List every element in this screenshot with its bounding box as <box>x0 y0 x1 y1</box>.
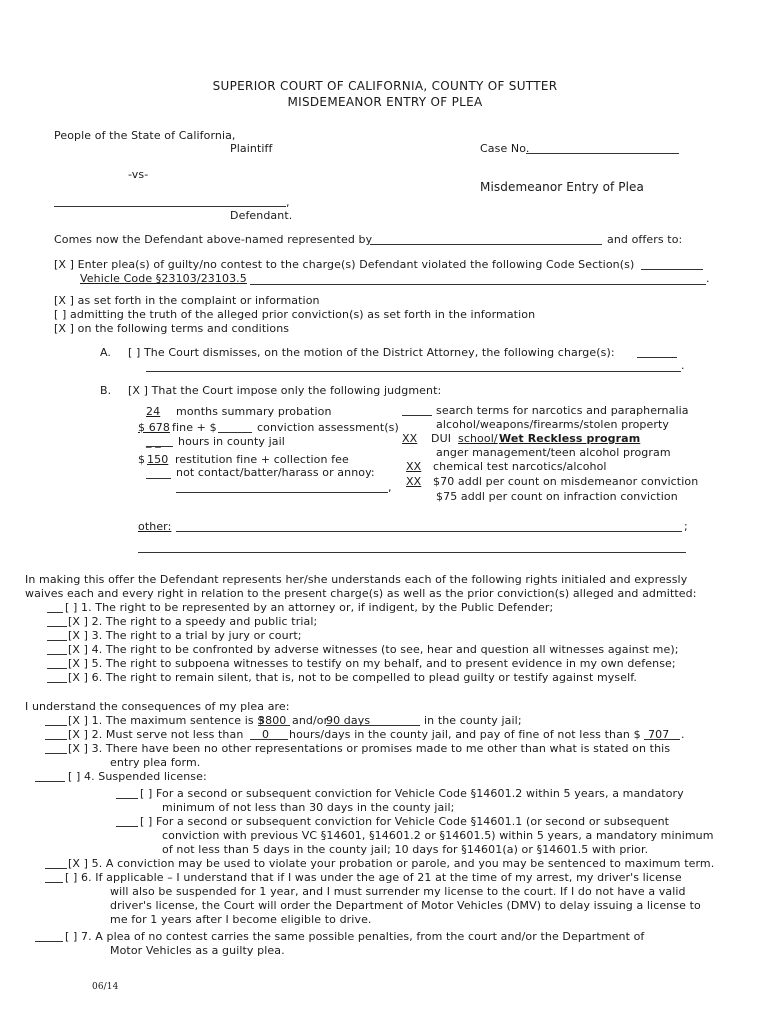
section-a-text: [ ] The Court dismisses, on the motion of the District Attorney, the following charge(s): <box>128 346 615 359</box>
people-label: People of the State of California, <box>54 129 236 142</box>
contact-field[interactable] <box>146 478 171 479</box>
consequence-1-suffix: in the county jail; <box>424 714 522 727</box>
defendant-label: Defendant. <box>230 209 293 222</box>
consequence-5: [X ] 5. A conviction may be used to violate your probation or parole, and you may be sentenced to maximum term. <box>68 857 715 870</box>
rights-intro-2: waives each and every right in relation to the present charge(s) as well as the prior conviction(s) alleged and admitted: <box>25 587 697 600</box>
consequence-6-line1: [ ] 6. If applicable – I understand that if I was under the age of 21 at the time of my arrest, my driver's license <box>65 871 682 884</box>
anger-label: anger management/teen alcohol program <box>436 446 671 459</box>
search-terms-label-2: alcohol/weapons/firearms/stolen property <box>436 418 670 431</box>
consequence-7-initial[interactable] <box>35 941 63 942</box>
dismissed-charges-line <box>146 371 681 372</box>
misd-label: $70 addl per count on misdemeanor conviction <box>433 475 699 488</box>
right-5-initial[interactable] <box>47 668 67 669</box>
right-1: [ ] 1. The right to be represented by an attorney or, if indigent, by the Public Defender; <box>65 601 554 614</box>
dui-label: DUI <box>431 432 452 445</box>
jail-hours-field[interactable] <box>146 446 173 447</box>
restitution-label: restitution fine + collection fee <box>175 453 349 466</box>
right-5: [X ] 5. The right to subpoena witnesses to testify on my behalf, and to present evidence in my own defense; <box>68 657 676 670</box>
code-section-period: . <box>706 272 710 285</box>
vs-label: -vs- <box>128 168 149 181</box>
consequence-4b-line2: conviction with previous VC §14601, §14601.2 or §14601.5) within 5 years, a mandatory minimum <box>162 829 714 842</box>
consequence-7-line1: [ ] 7. A plea of no contest carries the same possible penalties, from the court and/or the Department of <box>65 930 645 943</box>
consequence-3-line2: entry plea form. <box>110 756 201 769</box>
jail-hours-value: _ _ <box>146 435 161 448</box>
consequence-4a-line2: minimum of not less than 30 days in the county jail; <box>162 801 455 814</box>
other-field[interactable] <box>176 531 682 532</box>
dui-mark: XX <box>402 432 418 445</box>
case-no-label: Case No. <box>480 142 530 155</box>
consequence-6-initial[interactable] <box>45 882 63 883</box>
consequence-2-period: . <box>681 728 685 741</box>
right-3: [X ] 3. The right to a trial by jury or court; <box>68 629 302 642</box>
right-2-initial[interactable] <box>47 626 67 627</box>
right-4: [X ] 4. The right to be confronted by adverse witnesses (to see, hear and question all witnesses against me); <box>68 643 679 656</box>
plaintiff-label: Plaintiff <box>230 142 273 155</box>
consequence-4-initial[interactable] <box>35 781 65 782</box>
section-a-letter: A. <box>100 346 112 359</box>
assessment-field[interactable] <box>218 432 252 433</box>
restitution-prefix: $ <box>138 453 146 466</box>
right-4-initial[interactable] <box>47 654 67 655</box>
consequence-4b-initial[interactable] <box>116 826 138 827</box>
min-fine-line <box>644 739 680 740</box>
code-section-field[interactable] <box>641 269 703 270</box>
max-fine-amount: 3800 <box>258 714 287 727</box>
max-fine-line <box>258 725 290 726</box>
consequence-4a-initial[interactable] <box>116 798 138 799</box>
consequences-intro: I understand the consequences of my plea are: <box>25 700 290 713</box>
consequence-4a-line1: [ ] For a second or subsequent conviction for Vehicle Code §14601.2 within 5 years, a mandatory <box>140 787 684 800</box>
other-field-2[interactable] <box>138 552 686 553</box>
assessment-label: conviction assessment(s) <box>257 421 399 434</box>
admission-prior: [ ] admitting the truth of the alleged prior conviction(s) as set forth in the information <box>54 308 536 321</box>
admission-terms: [X ] on the following terms and conditions <box>54 322 290 335</box>
entry-plea-label: Misdemeanor Entry of Plea <box>480 180 644 194</box>
consequence-1-initial[interactable] <box>45 725 67 726</box>
search-terms-field[interactable] <box>402 415 432 416</box>
case-no-field[interactable] <box>526 153 679 154</box>
chem-label: chemical test narcotics/alcohol <box>433 460 607 473</box>
consequence-4b-line3: of not less than 5 days in the county jail; 10 days for §14601(a) or §14601.5 with prior. <box>162 843 649 856</box>
consequence-7-line2: Motor Vehicles as a guilty plea. <box>110 944 285 957</box>
probation-months: 24 <box>146 405 161 418</box>
consequence-6-line4: me for 1 years after I become eligible to drive. <box>110 913 372 926</box>
section-a-period: . <box>681 359 685 372</box>
infraction-label: $75 addl per count on infraction conviction <box>436 490 678 503</box>
code-section-line <box>250 284 706 285</box>
attorney-field[interactable] <box>370 244 602 245</box>
section-b-letter: B. <box>100 384 112 397</box>
min-jail-line <box>250 739 288 740</box>
right-6: [X ] 6. The right to remain silent, that is, not to be compelled to plead guilty or testify against myself. <box>68 671 638 684</box>
plea-line: [X ] Enter plea(s) of guilty/no contest to the charge(s) Defendant violated the following Code Section(s) <box>54 258 635 271</box>
contact-name-field[interactable] <box>176 492 388 493</box>
consequence-5-initial[interactable] <box>45 868 67 869</box>
jail-hours-label: hours in county jail <box>178 435 285 448</box>
form-revision-date: 06/14 <box>92 982 119 992</box>
probation-label: months summary probation <box>176 405 332 418</box>
consequence-1-and: and/or <box>292 714 329 727</box>
max-jail-line <box>326 725 420 726</box>
min-fine-amount: 707 <box>648 728 670 741</box>
consequence-6-line2: will also be suspended for 1 year, and I must surrender my license to the court. If I do not have a valid <box>110 885 686 898</box>
defendant-name-field[interactable] <box>54 206 286 207</box>
dui-wet-reckless: Wet Reckless program <box>499 432 641 445</box>
fine-amount: $ 678 <box>138 421 170 434</box>
dismissed-charges-field[interactable] <box>637 357 677 358</box>
fine-label: fine + $ <box>172 421 217 434</box>
consequence-2-mid: hours/days in the county jail, and pay of fine of not less than $ <box>289 728 641 741</box>
consequence-3-line1: [X ] 3. There have been no other representations or promises made to me other than what is stated on this <box>68 742 671 755</box>
consequence-2-prefix: [X ] 2. Must serve not less than <box>68 728 244 741</box>
min-jail-value: 0 <box>262 728 270 741</box>
right-3-initial[interactable] <box>47 640 67 641</box>
consequence-4b-line1: [ ] For a second or subsequent conviction for Vehicle Code §14601.1 (or second or subsequent <box>140 815 670 828</box>
offers-to-text: and offers to: <box>607 233 683 246</box>
rights-intro-1: In making this offer the Defendant represents her/she understands each of the following rights initialed and expressly <box>25 573 688 586</box>
dui-school: school/ <box>458 432 498 445</box>
consequence-4: [ ] 4. Suspended license: <box>68 770 207 783</box>
max-jail-days: 90 days <box>326 714 371 727</box>
search-terms-label: search terms for narcotics and paraphernalia <box>436 404 689 417</box>
defendant-comma: , <box>286 196 290 209</box>
consequence-3-initial[interactable] <box>45 753 67 754</box>
court-name: SUPERIOR COURT OF CALIFORNIA, COUNTY OF SUTTER <box>212 79 558 93</box>
other-semicolon: ; <box>684 520 688 533</box>
restitution-amount: 150 <box>147 453 169 466</box>
admission-complaint: [X ] as set forth in the complaint or information <box>54 294 320 307</box>
consequence-1-prefix: [X ] 1. The maximum sentence is $ <box>68 714 265 727</box>
other-label: other: <box>138 520 172 533</box>
contact-comma: , <box>388 481 392 494</box>
right-2: [X ] 2. The right to a speedy and public trial; <box>68 615 318 628</box>
section-b-text: [X ] That the Court impose only the following judgment: <box>128 384 442 397</box>
misd-mark: XX <box>406 475 422 488</box>
consequence-2-initial[interactable] <box>45 739 67 740</box>
right-1-initial[interactable] <box>47 612 63 613</box>
comes-now-text: Comes now the Defendant above-named represented by <box>54 233 373 246</box>
chem-mark: XX <box>406 460 422 473</box>
right-6-initial[interactable] <box>47 682 67 683</box>
consequence-6-line3: driver's license, the Court will order the Department of Motor Vehicles (DMV) to delay issuing a license to <box>110 899 701 912</box>
form-title: MISDEMEANOR ENTRY OF PLEA <box>287 95 483 109</box>
code-section-value: Vehicle Code §23103/23103.5 <box>80 272 247 285</box>
contact-label: not contact/batter/harass or annoy: <box>176 466 375 479</box>
